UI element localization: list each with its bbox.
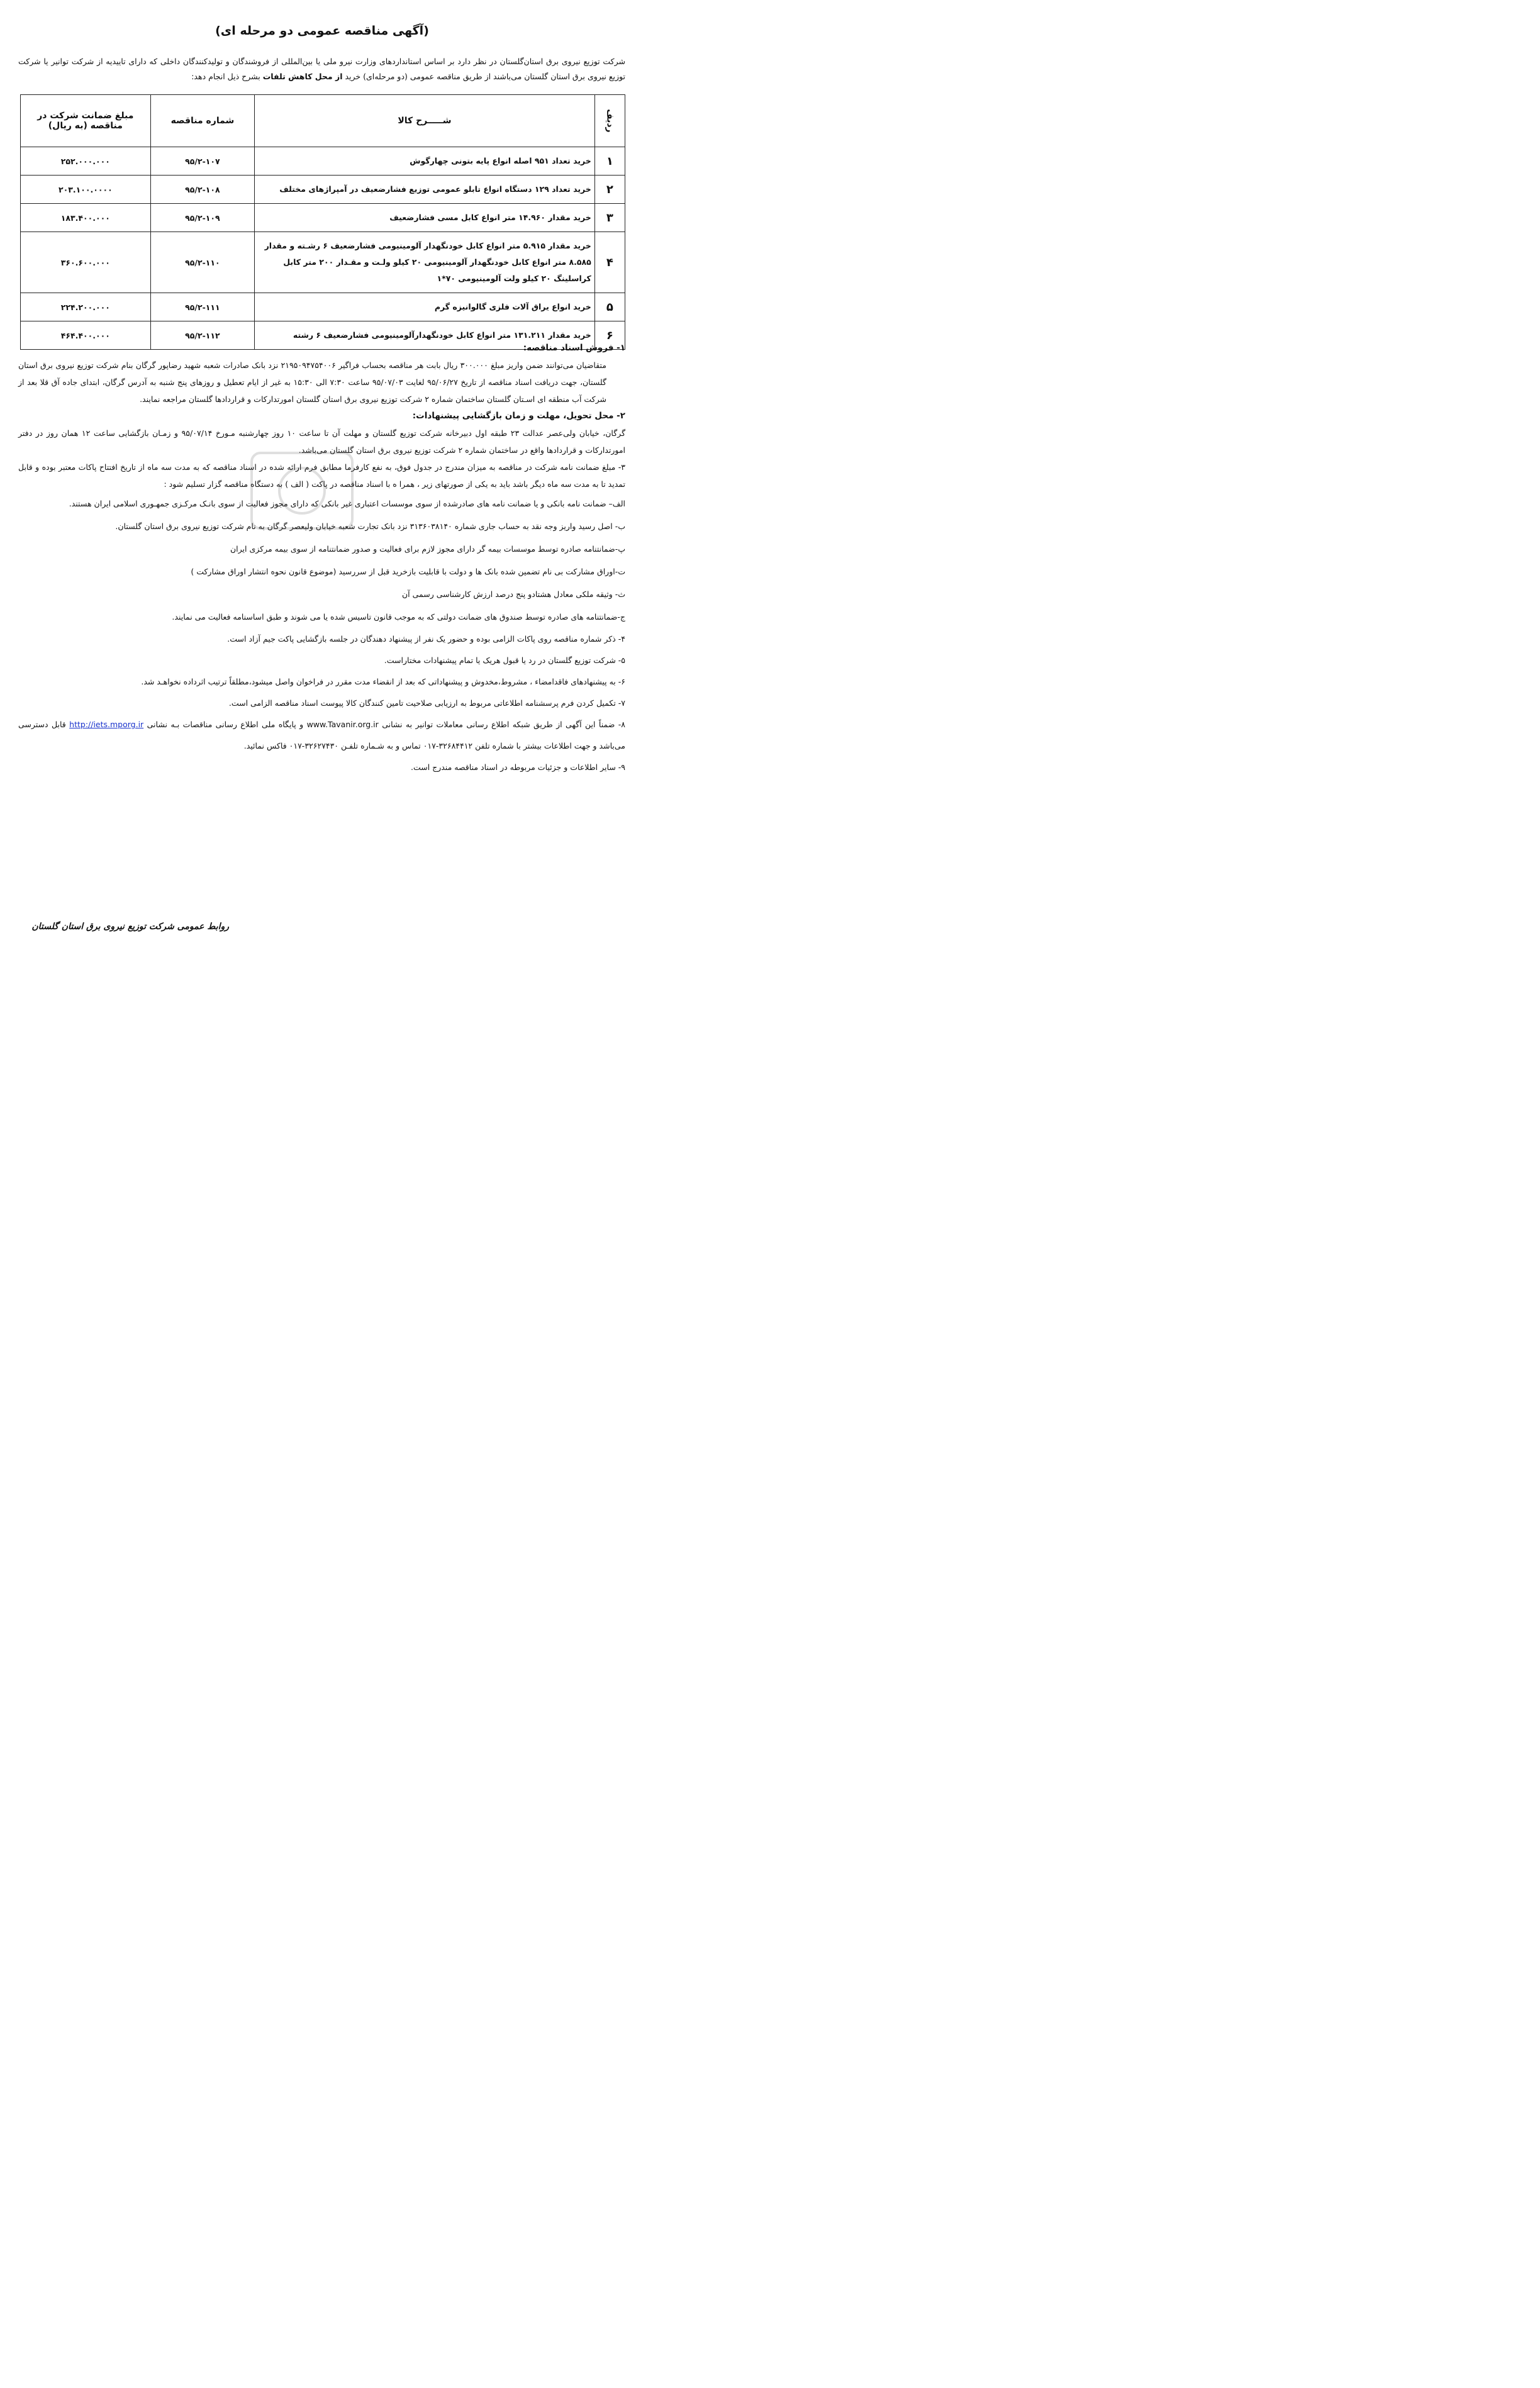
row-description: خرید مقدار ۵.۹۱۵ متر انواع کابل خودنگهدار آلومینیومی فشارضعیف ۶ رشـته و مقدار ۸.۵۸۵ متر انواع کابل خودنگهدار آلومینیومی ۲۰ کیلو ولـت و مقـدار ۲۰۰ متر کابل کراسلینگ ۲۰ کیلو ولت آلومینیومی ۷۰*۱ [255,232,595,293]
header-tender-number: شماره مناقصه [150,95,254,147]
tender-notice-page [0,0,644,997]
table-header-row [21,95,625,147]
row-number: ۴ [594,232,625,293]
row-amount: ۱۸۳.۴۰۰.۰۰۰ [21,204,151,232]
row-tender-number: ۹۵/۲-۱۱۰ [150,232,254,293]
guarantee-option-t: ت-اوراق مشارکت بی نام تضمین شده بانک ها و دولت با قابلیت بازخرید قبل از سررسید (موضوع قانون نحوه انتشار اوراق مشارکت ) [191,567,625,576]
section-9-text: ۹- سایر اطلاعات و جزئیات مربوطه در اسناد مناقصه مندرج است. [410,762,625,772]
section-6-text: ۶- به پیشنهادهای فاقدامضاء ، مشروط،مخدوش و پیشنهاداتی که بعد از انقضاء مدت مقرر در فراخوان واصل میشود،مطلقاً ترتیب اثرداده نخواهـد شد. [141,677,625,686]
intro-line-1: شرکت توزیع نیروی برق استان‌گلستان در نظر دارد بر اساس استانداردهای وزارت نیرو ملی یا بین‌المللی از فروشندگان و تولیدکنندگان داخلی که دارای تاییدیه از [97,57,625,66]
row-description: خرید تعداد ۹۵۱ اصله انواع پایه بتونی چهارگوش [255,147,595,176]
row-description: خرید مقدار ۱۳۱.۲۱۱ متر انواع کابل خودنگهدارآلومینیومی فشارضعیف ۶ رشته [255,321,595,350]
row-amount: ۴۶۴.۴۰۰.۰۰۰ [21,321,151,350]
notice-body [18,340,625,778]
section-1-text: متقاضیان می‌توانند ضمن واریز مبلغ ۳۰۰.۰۰۰ ریال بابت هر مناقصه بحساب فراگیر ۲۱۹۵۰۹۴۷۵۴۰۰۶ نزد بانک صادرات شعبه شهید رضاپور گرگان بنام شرکت توزیع نیروی برق استان گلستان، جهت دریافت اسناد مناقصه از تاریخ ۹۵/۰۶/۲۷ لغایت ۹۵/۰۷/۰۳ ساعت ۷:۳۰ الی ۱۵:۳۰ به غیر از ایام تعطیل و روزهای پنج شنبه به آدرس گرگان، ابتدای جاده آق قلا بعد از شرکت آب منطقه ای اسـتان گلستان ساختمان شماره ۲ شرکت توزیع نیروی برق استان گلستان امورتدارکات و قراردادها گلستان مراجعه نمایند. [18,360,606,404]
header-description: شـــــرح کالا [255,95,595,147]
table-row [21,232,625,293]
table-row [21,176,625,204]
row-tender-number: ۹۵/۲-۱۱۲ [150,321,254,350]
row-description: خرید انواع یراق آلات فلزی گالوانیزه گرم [255,293,595,321]
section-8-text-a: ۸- ضمناً این آگهی از طریق شبکه اطلاع رسانی معاملات توانیر به نشانی www.Tavanir.org.ir و پایگاه ملی اطلاع رسانی مناقصات بـه نشانی [147,720,625,729]
guarantee-option-p: پ-ضمانتنامه صادره توسط موسسات بیمه گر دارای مجوز لازم برای فعالیت و صدور ضمانتنامه از سوی بیمه مرکزی ایران [230,544,625,554]
row-amount: ۳۶۰.۶۰۰.۰۰۰ [21,232,151,293]
watermark-logo [239,440,365,541]
row-amount: ۲۰۳.۱۰۰.۰۰۰۰ [21,176,151,204]
header-row-number: ردیف [594,95,625,147]
section-7-text: ۷- تکمیل کردن فرم پرسشنامه اطلاعاتی مربوط به ارزیابی صلاحیت تامین کنندگان کالا پیوست اسناد مناقصه الزامی است. [228,698,625,708]
guarantee-option-j: ج-ضمانتنامه های صادره توسط صندوق های ضمانت دولتی که به موجب قانون تاسیس شده یا می شوند و طبق اساسنامه فعالیت می نمایند. [172,612,625,622]
iets-link[interactable]: http://iets.mporg.ir [69,720,144,729]
row-tender-number: ۹۵/۲-۱۰۹ [150,204,254,232]
table-row [21,204,625,232]
section-4-text: ۴- ذکر شماره مناقصه روی پاکات الزامی بوده و حضور یک نفر از پیشنهاد دهندگان در جلسه بازگشایی پاکت جیم آزاد است. [227,634,625,644]
intro-paragraph [18,54,625,84]
section-8-text [18,714,625,757]
intro-line-2-c: بشرح ذیل انجام دهد: [191,72,260,81]
row-number: ۵ [594,293,625,321]
intro-line-2-b: از محل کاهش تلفات [262,72,343,81]
row-number: ۱ [594,147,625,176]
row-amount: ۲۲۴.۲۰۰.۰۰۰ [21,293,151,321]
row-tender-number: ۹۵/۲-۱۱۱ [150,293,254,321]
items-table [20,94,625,350]
row-number: ۳ [594,204,625,232]
row-tender-number: ۹۵/۲-۱۰۷ [150,147,254,176]
guarantee-option-a: الف– ضمانت نامه بانکی و یا ضمانت نامه های صادرشده از سوی موسسات اعتباری غیر بانکی که دارای مجوز فعالیت از سوی بانـک مرکـزی جمهـوری اسلامی ایران هستند. [69,499,625,508]
section-2-text: گرگان، خیابان ولی‌عصر عدالت ۲۳ طبقه اول دبیرخانه شرکت توزیع گلستان و مهلت آن تا ساعت ۱۰ روز چهارشنبه مـورخ ۹۵/۰۷/۱۴ و زمـان بازگشایی ساعت ۱۲ همان روز در دفتر امورتدارکات و قراردادها واقع در ساختمان شماره ۲ شرکت توزیع نیروی برق استان گلستان می‌باشد. [18,428,626,455]
header-guarantee-amount: مبلغ ضمانت شرکت در مناقصه (به ریال) [21,95,151,147]
intro-line-2-a: شرکت توانیر یا شرکت توزیع نیروی برق استان گلستان می‌باشند از طریق مناقصه عمومی (دو مرحله‌ای) خرید [18,57,625,81]
row-description: خرید تعداد ۱۲۹ دستگاه انواع تابلو عمومی توزیع فشارضعیف در آمپراژهای مختلف [255,176,595,204]
row-number: ۲ [594,176,625,204]
notice-title: (آگهی مناقصه عمومی دو مرحله ای) [215,24,429,38]
section-2-title: ۲- محل تحویل، مهلت و زمان بازگشایی پیشنهادات: [412,411,625,421]
table-row [21,147,625,176]
footer-signature: روابط عمومی شرکت توزیع نیروی برق استان گلستان [31,922,229,932]
section-1-title: ۱- فروش اسناد مناقصه: [523,343,625,353]
row-tender-number: ۹۵/۲-۱۰۸ [150,176,254,204]
table-row [21,293,625,321]
row-number: ۶ [594,321,625,350]
section-8-text-b: قابل دسترسی می‌باشد و جهت اطلاعات بیشتر با شماره تلفن ۳۲۶۸۴۴۱۲-۰۱۷ تماس و به شـماره تلفـن ۳۲۶۲۷۴۳۰-۰۱۷ فاکس نمائید. [18,720,625,750]
row-amount: ۲۵۲.۰۰۰.۰۰۰ [21,147,151,176]
section-5-text: ۵- شرکت توزیع گلستان در رد یا قبول هریک یا تمام پیشنهادات مختاراست. [384,656,625,665]
guarantee-option-b: ب- اصل رسید واریز وجه نقد به حساب جاری شماره ۳۱۳۶۰۳۸۱۴۰ نزد بانک تجارت شعبه خیابان ولیعصر گرگان به نام شرکت توزیع نیروی برق استان گلستان. [115,522,625,531]
guarantee-option-th: ث- وثیقه ملکی معادل هشتادو پنج درصد ارزش کارشناسی رسمی آن [401,589,625,599]
row-description: خرید مقدار ۱۴.۹۶۰ متر انواع کابل مسی فشارضعیف [255,204,595,232]
section-3-text: ۳- مبلغ ضمانت نامه شرکت در مناقصه به میزان مندرج در جدول فوق، به نفع کارفرما مطابق فرم ارائه شده در اسناد مناقصه که به مدت سه ماه از تاریخ افتتاح پاکات معتبر بوده و قابل تمدید تا به مدت سه ماه دیگر باشد باید به یکی از صورتهای زیر ، همرا ه با اسناد مناقصه در پاکت ( الف ) به دستگاه مناقصه گزار تسلیم شود : [18,462,625,489]
